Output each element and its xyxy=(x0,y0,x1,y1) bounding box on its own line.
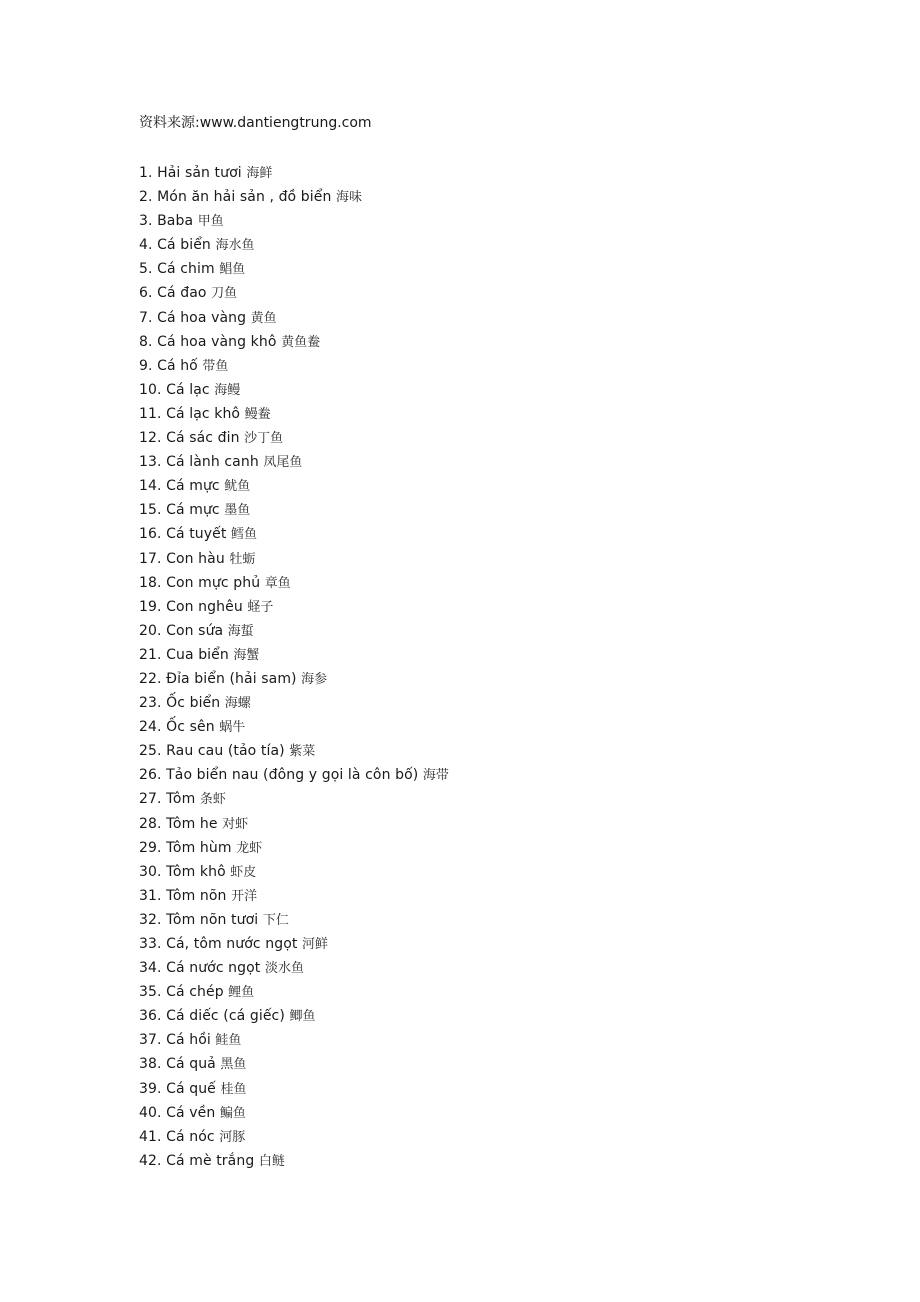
chinese-term: 鳗鲞 xyxy=(244,406,271,422)
chinese-term: 紫菜 xyxy=(289,744,316,760)
chinese-term: 鲳鱼 xyxy=(219,262,246,278)
vietnamese-term: 18. Con mực phủ xyxy=(139,574,265,591)
vietnamese-term: 9. Cá hố xyxy=(139,357,203,374)
vietnamese-term: 12. Cá sác đin xyxy=(139,430,245,447)
vietnamese-term: 27. Tôm xyxy=(139,791,200,808)
list-item xyxy=(139,860,839,884)
list-item xyxy=(139,450,839,474)
vietnamese-term: 2. Món ăn hải sản , đồ biển xyxy=(139,189,336,206)
vietnamese-term: 20. Con sứa xyxy=(139,622,228,639)
vietnamese-term: 10. Cá lạc xyxy=(139,381,215,398)
chinese-term: 开洋 xyxy=(231,888,258,904)
source-line: 资料来源:www.dantiengtrung.com xyxy=(139,115,372,131)
chinese-term: 海蟹 xyxy=(233,647,260,663)
vietnamese-term: 40. Cá vền xyxy=(139,1104,220,1121)
list-item xyxy=(139,330,839,354)
chinese-term: 鲫鱼 xyxy=(289,1009,316,1025)
chinese-term: 鳕鱼 xyxy=(231,527,258,543)
vietnamese-term: 19. Con nghêu xyxy=(139,598,248,615)
chinese-term: 甲鱼 xyxy=(197,214,224,230)
document-body xyxy=(139,113,839,1173)
chinese-term: 黑鱼 xyxy=(220,1057,247,1073)
list-item xyxy=(139,908,839,932)
chinese-term: 海鳗 xyxy=(214,382,241,398)
list-item xyxy=(139,185,839,209)
list-item xyxy=(139,281,839,305)
chinese-term: 鲤鱼 xyxy=(228,985,255,1001)
list-item xyxy=(139,1077,839,1101)
vietnamese-term: 14. Cá mực xyxy=(139,478,225,495)
list-item xyxy=(139,306,839,330)
list-item xyxy=(139,257,839,281)
vietnamese-term: 1. Hải sản tươi xyxy=(139,165,247,181)
list-item xyxy=(139,956,839,980)
vietnamese-term: 7. Cá hoa vàng xyxy=(139,309,251,326)
vietnamese-term: 17. Con hàu xyxy=(139,550,230,567)
chinese-term: 鳊鱼 xyxy=(219,1105,246,1121)
chinese-term: 对虾 xyxy=(222,816,249,832)
chinese-term: 条虾 xyxy=(199,792,226,808)
vietnamese-term: 5. Cá chim xyxy=(139,261,220,278)
list-item xyxy=(139,161,839,185)
chinese-term: 凤尾鱼 xyxy=(263,455,303,471)
chinese-term: 海味 xyxy=(335,190,362,206)
list-item xyxy=(139,1052,839,1076)
list-item xyxy=(139,402,839,426)
vietnamese-term: 37. Cá hồi xyxy=(139,1032,216,1049)
list-item xyxy=(139,522,839,546)
list-item xyxy=(139,1028,839,1052)
vietnamese-term: 26. Tảo biển nau (đông y gọi là côn bố) xyxy=(139,767,423,784)
vietnamese-term: 11. Cá lạc khô xyxy=(139,405,245,422)
chinese-term: 海带 xyxy=(422,768,449,784)
list-item xyxy=(139,812,839,836)
chinese-term: 蜗牛 xyxy=(219,720,246,736)
chinese-term: 下仁 xyxy=(262,912,289,928)
list-item xyxy=(139,354,839,378)
chinese-term: 龙虾 xyxy=(236,840,263,856)
chinese-term: 桂鱼 xyxy=(220,1081,247,1097)
chinese-term: 墨鱼 xyxy=(224,503,251,519)
chinese-term: 海水鱼 xyxy=(215,238,255,254)
vietnamese-term: 35. Cá chép xyxy=(139,984,229,1001)
vietnamese-term: 30. Tôm khô xyxy=(139,863,231,880)
chinese-term: 白鲢 xyxy=(258,1153,285,1169)
list-item xyxy=(139,426,839,450)
list-item xyxy=(139,739,839,763)
list-item xyxy=(139,209,839,233)
vietnamese-term: 29. Tôm hùm xyxy=(139,839,237,856)
vietnamese-term: 23. Ốc biển xyxy=(139,695,225,712)
chinese-term: 海鲜 xyxy=(246,166,273,181)
list-item xyxy=(139,932,839,956)
list-item xyxy=(139,619,839,643)
chinese-term: 鱿鱼 xyxy=(224,479,251,495)
list-item xyxy=(139,233,839,257)
chinese-term: 海螺 xyxy=(224,696,251,712)
list-item xyxy=(139,643,839,667)
chinese-term: 河豚 xyxy=(219,1129,246,1145)
list-item xyxy=(139,884,839,908)
vietnamese-term: 42. Cá mè trắng xyxy=(139,1152,259,1169)
list-item xyxy=(139,1149,839,1173)
list-item xyxy=(139,571,839,595)
chinese-term: 刀鱼 xyxy=(211,286,238,302)
vietnamese-term: 21. Cua biển xyxy=(139,646,234,663)
chinese-term: 淡水鱼 xyxy=(264,961,304,977)
vietnamese-term: 33. Cá, tôm nước ngọt xyxy=(139,936,303,952)
vietnamese-term: 13. Cá lành canh xyxy=(139,454,264,471)
vietnamese-term: 39. Cá quế xyxy=(139,1080,221,1097)
list-item xyxy=(139,378,839,402)
chinese-term: 章鱼 xyxy=(264,575,291,591)
chinese-term: 海蜇 xyxy=(227,623,254,639)
vietnamese-term: 32. Tôm nõn tươi xyxy=(139,911,263,928)
chinese-term: 河鲜 xyxy=(302,937,329,952)
vietnamese-term: 24. Ốc sên xyxy=(139,719,220,736)
list-item xyxy=(139,836,839,860)
list-item xyxy=(139,1101,839,1125)
vietnamese-term: 25. Rau cau (tảo tía) xyxy=(139,743,290,760)
list-item xyxy=(139,547,839,571)
list-item xyxy=(139,980,839,1004)
vietnamese-term: 6. Cá đao xyxy=(139,285,212,302)
vietnamese-term: 3. Baba xyxy=(139,213,198,230)
vietnamese-term: 16. Cá tuyết xyxy=(139,526,232,543)
chinese-term: 黄鱼 xyxy=(250,310,277,326)
list-item xyxy=(139,667,839,691)
vietnamese-term: 8. Cá hoa vàng khô xyxy=(139,333,282,350)
vietnamese-term: 36. Cá diếc (cá giếc) xyxy=(139,1008,290,1025)
vietnamese-term: 34. Cá nước ngọt xyxy=(139,960,265,977)
list-item xyxy=(139,715,839,739)
chinese-term: 带鱼 xyxy=(202,358,229,374)
vietnamese-term: 31. Tôm nõn xyxy=(139,887,232,904)
chinese-term: 牡蛎 xyxy=(229,551,256,567)
vocabulary-list xyxy=(139,161,839,1173)
vietnamese-term: 38. Cá quả xyxy=(139,1056,221,1073)
list-item xyxy=(139,1004,839,1028)
vietnamese-term: 22. Đỉa biển (hải sam) xyxy=(139,670,302,687)
chinese-term: 蛏子 xyxy=(247,599,274,615)
chinese-term: 鲑鱼 xyxy=(215,1033,242,1049)
vietnamese-term: 41. Cá nóc xyxy=(139,1128,220,1145)
list-item xyxy=(139,691,839,715)
chinese-term: 虾皮 xyxy=(230,864,257,880)
vietnamese-term: 4. Cá biển xyxy=(139,237,216,254)
chinese-term: 黄鱼鲞 xyxy=(281,334,321,350)
vietnamese-term: 15. Cá mực xyxy=(139,502,225,519)
chinese-term: 海参 xyxy=(301,671,328,687)
chinese-term: 沙丁鱼 xyxy=(244,431,284,447)
list-item xyxy=(139,595,839,619)
list-item xyxy=(139,498,839,522)
vietnamese-term: 28. Tôm he xyxy=(139,815,223,832)
list-item xyxy=(139,787,839,811)
list-item xyxy=(139,763,839,787)
list-item xyxy=(139,474,839,498)
list-item xyxy=(139,1125,839,1149)
